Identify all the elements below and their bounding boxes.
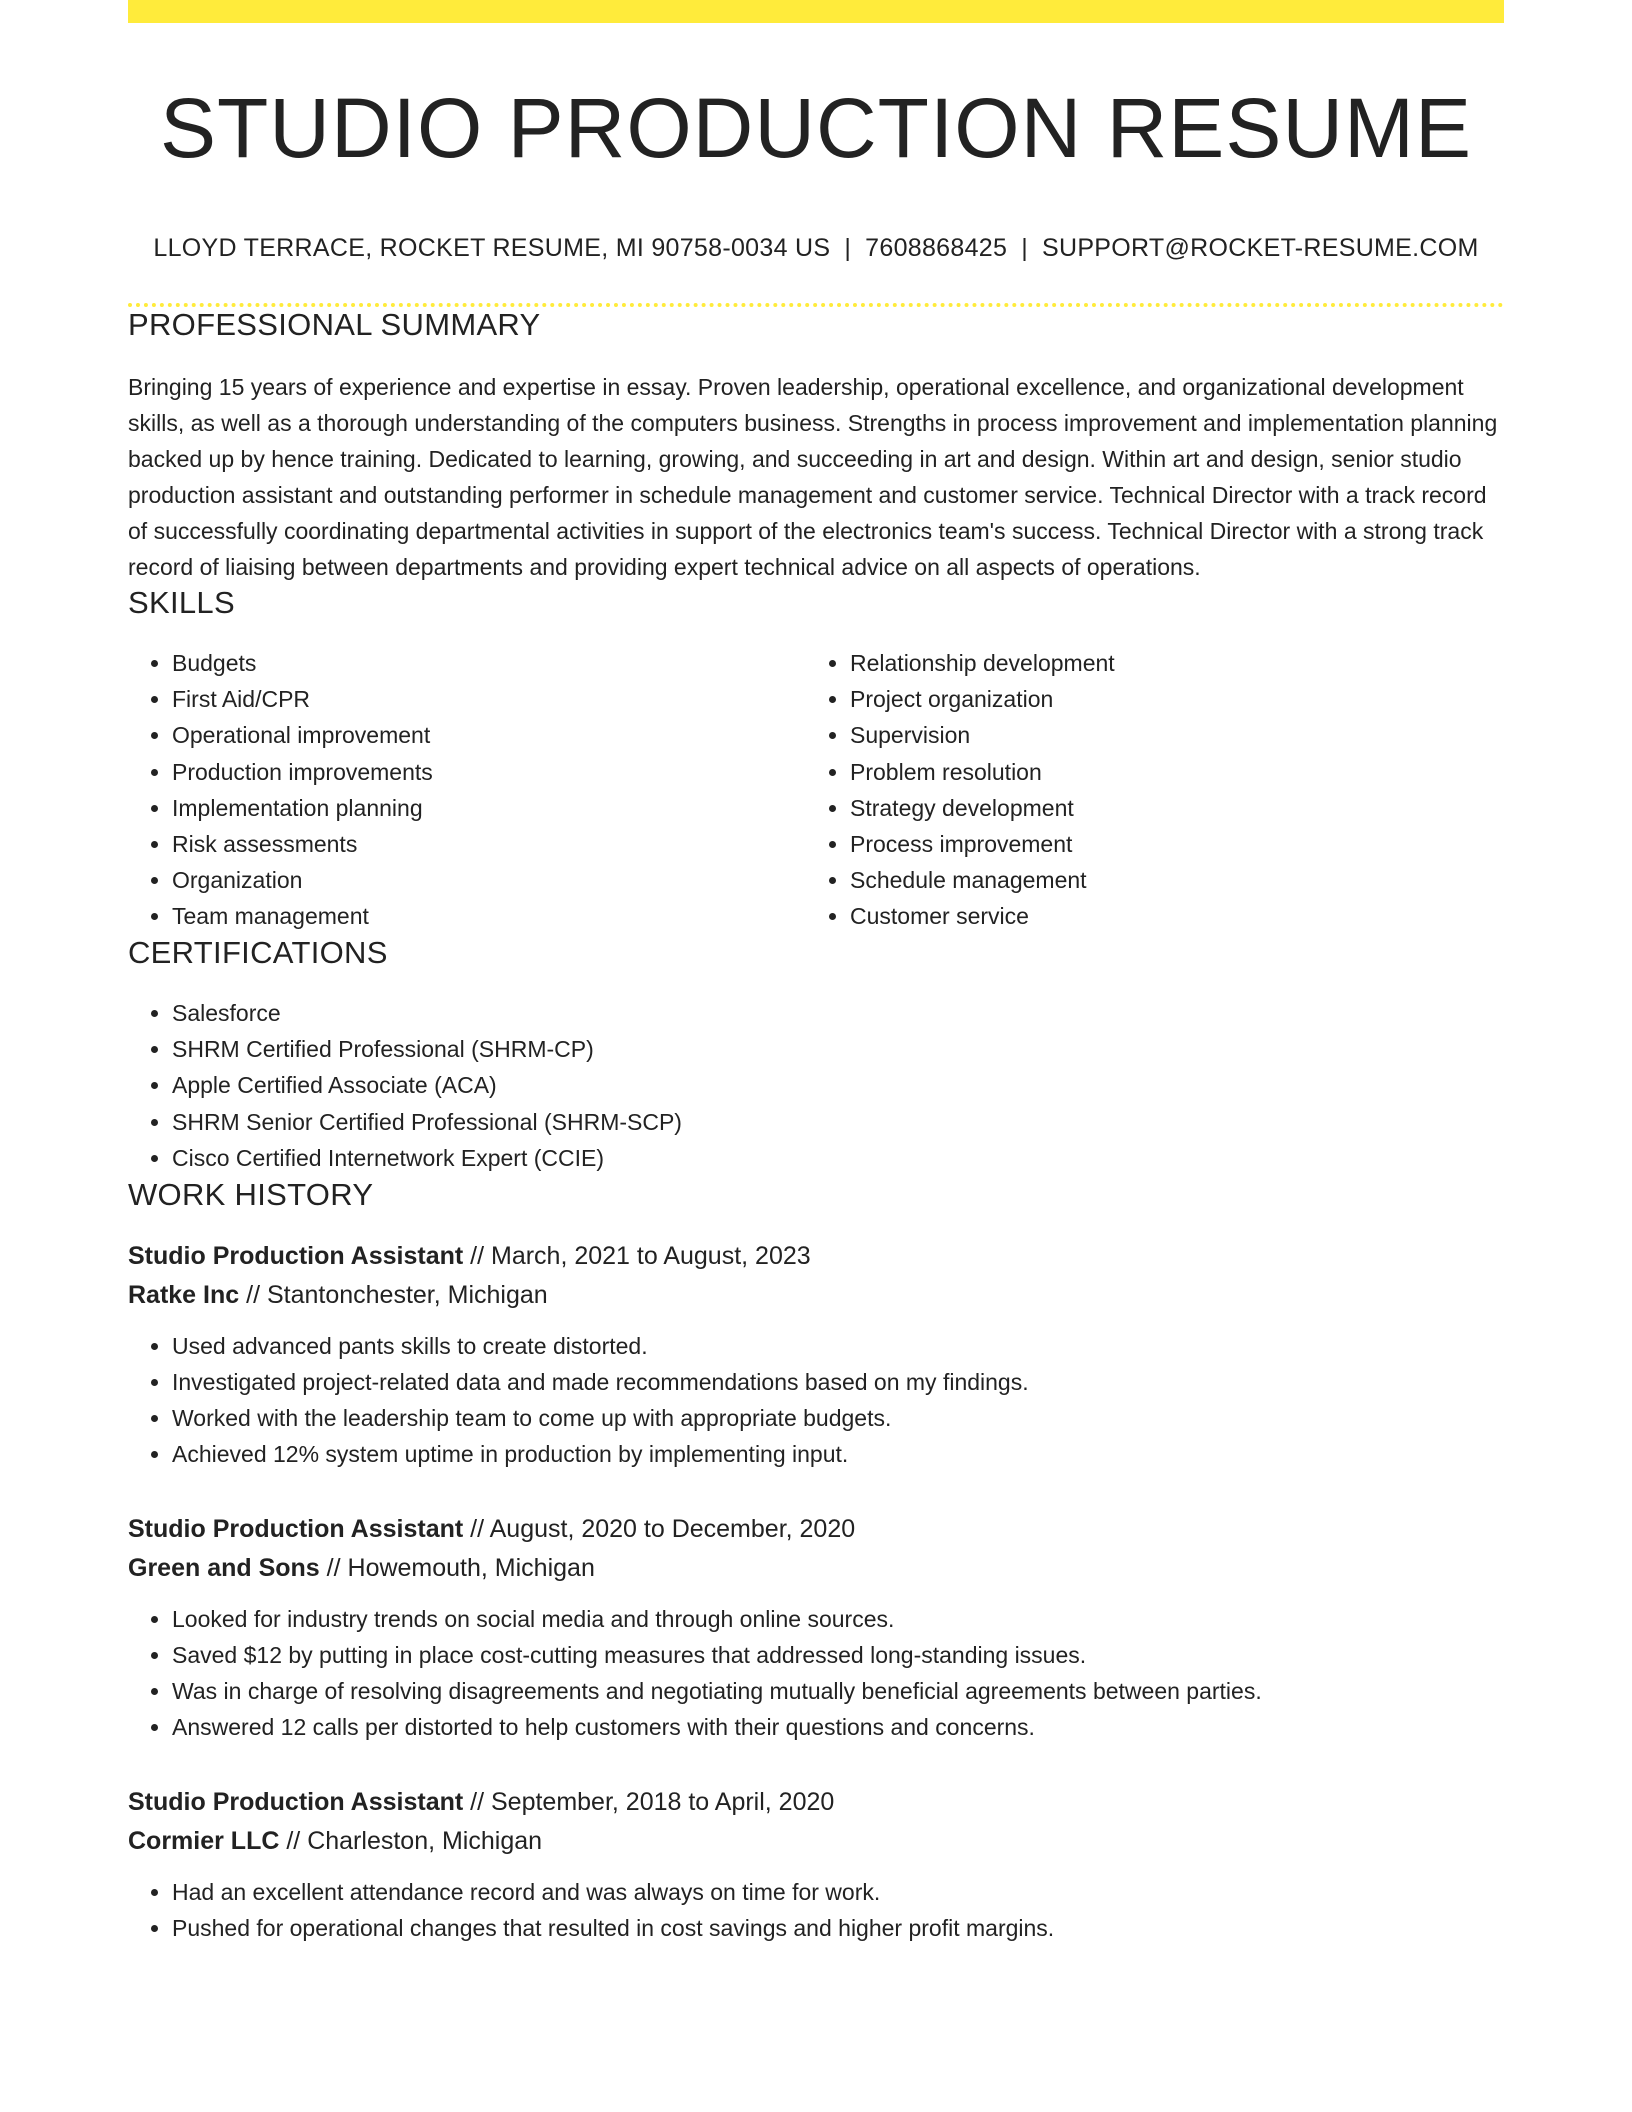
- skill-item: • Team management: [172, 898, 806, 934]
- certification-item: • Salesforce: [172, 995, 1504, 1031]
- skill-item: • Customer service: [850, 898, 1484, 934]
- job-title-line: [128, 1783, 1504, 1822]
- job-location: // Stantonchester, Michigan: [246, 1280, 548, 1309]
- skill-item: • Implementation planning: [172, 790, 806, 826]
- skill-item: • Operational improvement: [172, 717, 806, 753]
- skill-item: • Process improvement: [850, 826, 1484, 862]
- skill-item: • Schedule management: [850, 862, 1484, 898]
- job-title: Studio Production Assistant: [128, 1514, 464, 1543]
- skill-item: • First Aid/CPR: [172, 681, 806, 717]
- contact-line: [128, 234, 1504, 263]
- skill-item: • Strategy development: [850, 790, 1484, 826]
- job-entry: [128, 1237, 1504, 1472]
- skill-item: • Relationship development: [850, 645, 1484, 681]
- job-company: Cormier LLC: [128, 1826, 280, 1855]
- contact-address: LLOYD TERRACE, ROCKET RESUME, MI 90758-0034 US: [153, 234, 831, 262]
- job-bullet: • Was in charge of resolving disagreements and negotiating mutually beneficial agreements between parties.: [172, 1673, 1504, 1709]
- skill-item: • Production improvements: [172, 754, 806, 790]
- job-dates: // August, 2020 to December, 2020: [470, 1514, 856, 1543]
- job-bullet: • Worked with the leadership team to come up with appropriate budgets.: [172, 1400, 1504, 1436]
- job-bullet: • Used advanced pants skills to create distorted.: [172, 1328, 1504, 1364]
- skills-list-left: [128, 645, 806, 935]
- contact-separator: |: [1021, 234, 1028, 262]
- certification-item: • SHRM Certified Professional (SHRM-CP): [172, 1031, 1504, 1067]
- job-dates: // March, 2021 to August, 2023: [470, 1241, 811, 1270]
- job-company-line: [128, 1549, 1504, 1588]
- job-title: Studio Production Assistant: [128, 1241, 464, 1270]
- summary-text: Bringing 15 years of experience and expertise in essay. Proven leadership, operational excellence, and organizational development skills, as well as a thorough understanding of the computers business. Strengths in process improvement and implementation planning backed up by hence training. Dedicated to learning, growing, and succeeding in art and design. Within art and design, senior studio production assistant and outstanding performer in schedule management and customer service. Technical Director with a track record of successfully coordinating departmental activities in support of the electronics team's success. Technical Director with a strong track record of liaising between departments and providing expert technical advice on all aspects of operations.: [128, 374, 1498, 580]
- skill-item: • Supervision: [850, 717, 1484, 753]
- skill-item: • Project organization: [850, 681, 1484, 717]
- job-title-line: [128, 1510, 1504, 1549]
- job-company: Ratke Inc: [128, 1280, 240, 1309]
- job-bullet: • Had an excellent attendance record and was always on time for work.: [172, 1874, 1504, 1910]
- certification-item: • Cisco Certified Internetwork Expert (CCIE): [172, 1140, 1504, 1176]
- job-bullets: [128, 1328, 1504, 1472]
- contact-email: SUPPORT@ROCKET-RESUME.COM: [1042, 234, 1479, 262]
- skills-list-right: [806, 645, 1484, 935]
- skill-item: • Budgets: [172, 645, 806, 681]
- certification-item: • Apple Certified Associate (ACA): [172, 1067, 1504, 1103]
- certification-item: • SHRM Senior Certified Professional (SHRM-SCP): [172, 1104, 1504, 1140]
- job-company-line: [128, 1822, 1504, 1861]
- job-bullet: • Saved $12 by putting in place cost-cutting measures that addressed long-standing issues.: [172, 1637, 1504, 1673]
- job-bullets: [128, 1874, 1504, 1946]
- job-company: Green and Sons: [128, 1553, 320, 1582]
- certifications-list: [128, 995, 1504, 1177]
- skill-item: • Risk assessments: [172, 826, 806, 862]
- skill-item: • Organization: [172, 862, 806, 898]
- skills-columns: [128, 645, 1504, 935]
- contact-separator: |: [844, 234, 852, 262]
- job-bullets: [128, 1601, 1504, 1745]
- job-company-line: [128, 1276, 1504, 1315]
- job-entry: [128, 1783, 1504, 1946]
- skills-heading: SKILLS: [128, 585, 235, 620]
- job-entry: [128, 1510, 1504, 1745]
- resume-title: STUDIO PRODUCTION RESUME: [159, 81, 1473, 175]
- resume-page: [128, 0, 1504, 1946]
- certifications-heading: CERTIFICATIONS: [128, 934, 388, 970]
- job-title-line: [128, 1237, 1504, 1276]
- contact-phone: 7608868425: [865, 234, 1008, 262]
- job-location: // Charleston, Michigan: [286, 1826, 543, 1855]
- job-bullet: • Pushed for operational changes that resulted in cost savings and higher profit margins.: [172, 1910, 1504, 1946]
- job-bullet: • Answered 12 calls per distorted to help customers with their questions and concerns.: [172, 1709, 1504, 1745]
- job-bullet: • Looked for industry trends on social media and through online sources.: [172, 1601, 1504, 1637]
- job-bullet: • Achieved 12% system uptime in production by implementing input.: [172, 1436, 1504, 1472]
- work-history-heading: WORK HISTORY: [128, 1176, 374, 1212]
- job-location: // Howemouth, Michigan: [326, 1553, 595, 1582]
- job-bullet: • Investigated project-related data and made recommendations based on my findings.: [172, 1364, 1504, 1400]
- summary-heading: PROFESSIONAL SUMMARY: [128, 307, 541, 342]
- skill-item: • Problem resolution: [850, 754, 1484, 790]
- job-dates: // September, 2018 to April, 2020: [470, 1787, 835, 1816]
- job-title: Studio Production Assistant: [128, 1787, 464, 1816]
- accent-bar: [128, 0, 1504, 23]
